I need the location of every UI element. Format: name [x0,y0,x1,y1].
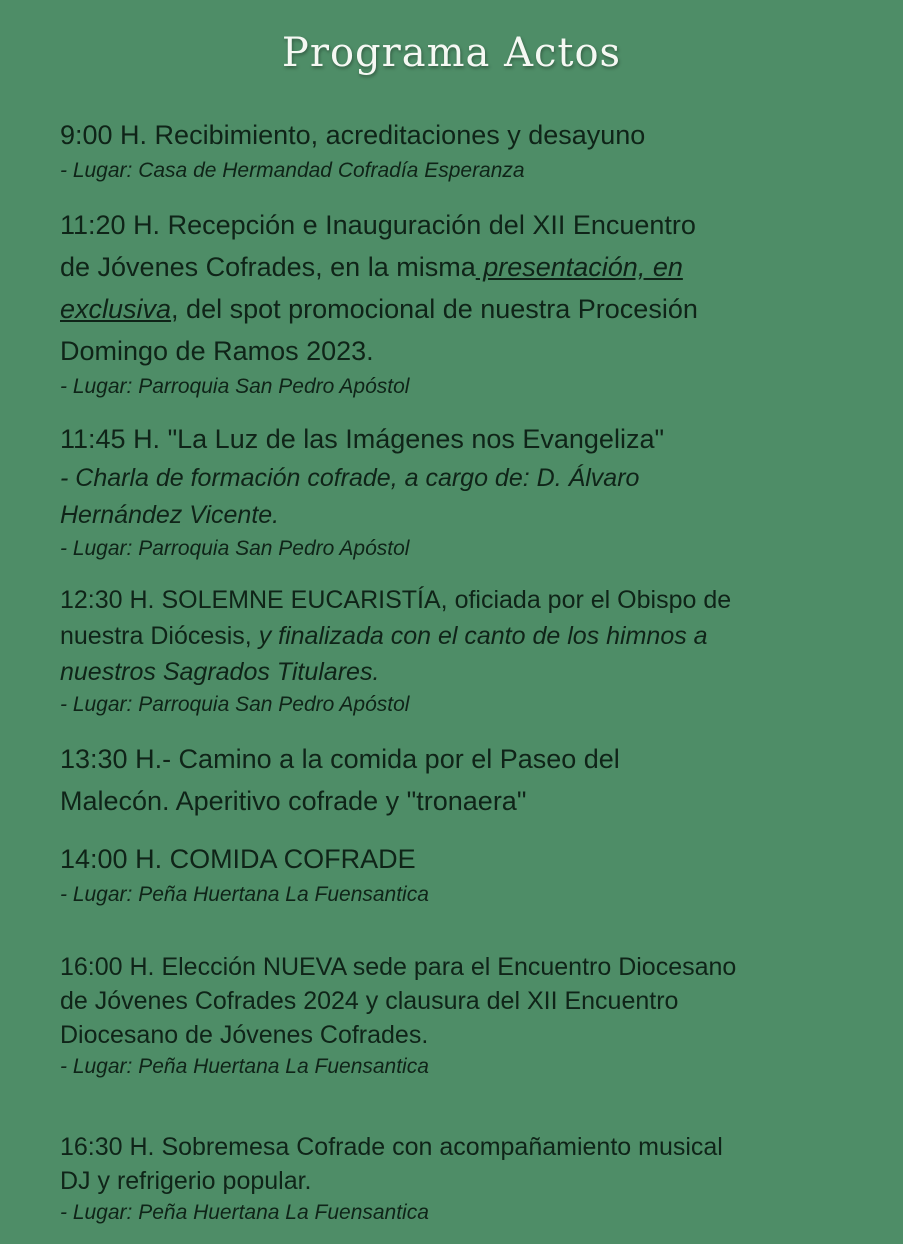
event-place: - Lugar: Parroquia San Pedro Apóstol [60,693,410,716]
event-text: de Jóvenes Cofrades 2024 y clausura del XII Encuentro [60,987,679,1015]
event-heading: 14:00 H. COMIDA COFRADE [60,844,416,874]
event-item [60,1130,860,1228]
event-subtitle: - Charla de formación cofrade, a cargo de: D. Álvaro [60,464,640,492]
event-text-part: , del spot promocional de nuestra Procesión [171,294,698,324]
event-heading: 16:30 H. Sobremesa Cofrade con acompañamiento musical [60,1133,723,1161]
event-heading: 11:20 H. Recepción e Inauguración del XII Encuentro [60,210,696,240]
event-text: DJ y refrigerio popular. [60,1167,312,1195]
event-place: - Lugar: Casa de Hermandad Cofradía Esperanza [60,159,525,182]
event-text-part: de Jóvenes Cofrades, en la misma [60,252,476,282]
event-item [60,738,860,822]
event-text-italic: y finalizada con el canto de los himnos a [251,622,708,650]
event-place: - Lugar: Peña Huertana La Fuensantica [60,1055,429,1078]
event-heading: 9:00 H. Recibimiento, acreditaciones y desayuno [60,120,646,150]
event-item [60,204,860,402]
event-item [60,950,860,1082]
event-text [60,246,860,288]
event-place: - Lugar: Parroquia San Pedro Apóstol [60,375,410,398]
event-heading: 16:00 H. Elección NUEVA sede para el Encuentro Diocesano [60,953,737,981]
event-place: - Lugar: Parroquia San Pedro Apóstol [60,537,410,560]
exclusive-link[interactable]: presentación, en [475,252,683,282]
event-item [60,114,860,186]
event-item [60,582,860,720]
event-text-part: nuestra Diócesis, [60,622,252,650]
event-heading: 12:30 H. SOLEMNE EUCARISTÍA, oficiada por el Obispo de [60,586,732,614]
event-heading: 13:30 H.- Camino a la comida por el Paseo del [60,744,620,774]
event-heading: 11:45 H. "La Luz de las Imágenes nos Evangeliza" [60,424,665,454]
event-text [60,618,860,654]
event-text: Domingo de Ramos 2023. [60,336,374,366]
event-text [60,288,860,330]
event-item [60,838,860,910]
event-subtitle: Hernández Vicente. [60,501,280,529]
event-place: - Lugar: Peña Huertana La Fuensantica [60,1201,429,1224]
event-place: - Lugar: Peña Huertana La Fuensantica [60,883,429,906]
event-item [60,418,860,564]
event-text: Diocesano de Jóvenes Cofrades. [60,1021,429,1049]
event-text-italic: nuestros Sagrados Titulares. [60,658,380,686]
event-text: Malecón. Aperitivo cofrade y "tronaera" [60,786,527,816]
exclusive-link-continued[interactable]: exclusiva [60,294,172,324]
page-title: Programa Actos [281,30,622,76]
